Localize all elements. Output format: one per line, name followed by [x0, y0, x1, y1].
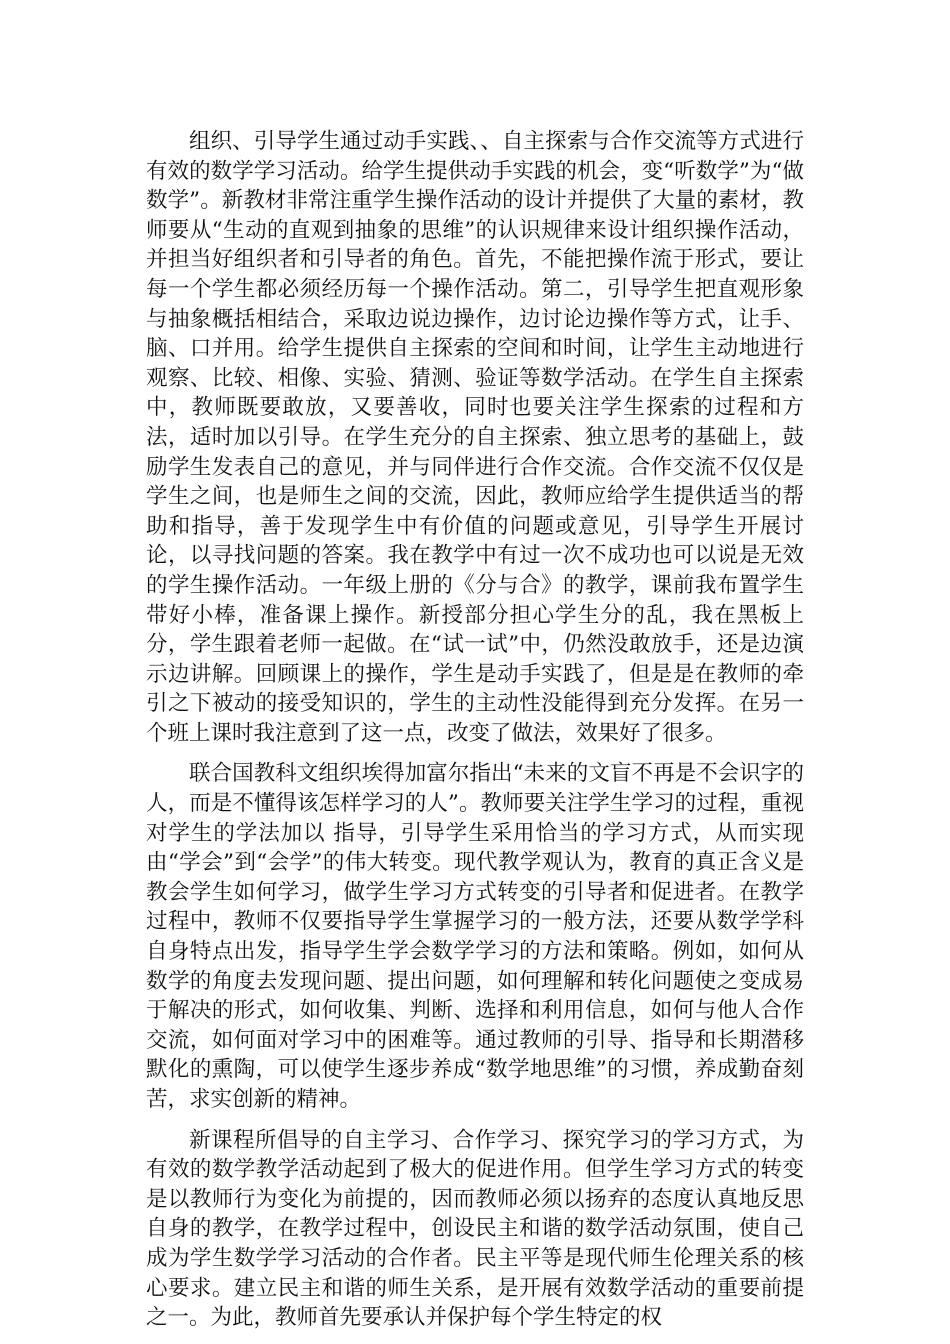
document-body [146, 127, 804, 1333]
paragraph-learning-methods: 联合国教科文组织埃得加富尔指出“未来的文盲不再是不会识字的人，而是不懂得该怎样学习的人”。教师要关注学生学习的过程，重视对学生的学法加以 指导，引导学生采用恰当的学习方式，从而实现由“学会”到“会学”的伟大转变。现代教学观认为，教育的真正含义是教会学生如何学习，做学生学习方式转变的引导者和促进者。在教学过程中，教师不仅要指导学生掌握学习的一般方法，还要从数学学科自身特点出发，指导学生学会数学学习的方法和策略。例如，如何从数学的角度去发现问题、提出问题，如何理解和转化问题使之变成易于解决的形式，如何收集、判断、选择和利用信息，如何与他人合作交流，如何面对学习中的困难等。通过教师的引导、指导和长期潜移默化的熏陶，可以使学生逐步养成“数学地思维”的习惯，养成勤奋刻苦，求实创新的精神。 [146, 761, 804, 1112]
paragraph-learning-style-change: 新课程所倡导的自主学习、合作学习、探究学习的学习方式，为有效的数学教学活动起到了极大的促进作用。但学生学习方式的转变是以教师行为变化为前提的，因而教师必须以扬弃的态度认真地反思自身的教学，在教学过程中，创设民主和谐的数学活动氛围，使自己成为学生数学学习活动的合作者。民主平等是现代师生伦理关系的核心要求。建立民主和谐的师生关系，是开展有效数学活动的重要前提之一。为此，教师首先要承认并保护每个学生特定的权 [146, 1127, 804, 1331]
paragraph-hands-on-practice: 组织、引导学生通过动手实践、、自主探索与合作交流等方式进行有效的数学学习活动。给学生提供动手实践的机会，变“听数学”为“做数学”。新教材非常注重学生操作活动的设计并提供了大量的素材，教师要从“生动的直观到抽象的思维”的认识规律来设计组织操作活动，并担当好组织者和引导者的角色。首先，不能把操作流于形式，要让每一个学生都必须经历每一个操作活动。第二，引导学生把直观形象与抽象概括相结合，采取边说边操作，边讨论边操作等方式，让手、脑、口并用。给学生提供自主探索的空间和时间，让学生主动地进行观察、比较、相像、实验、猜测、验证等数学活动。在学生自主探索中，教师既要敢放，又要善收，同时也要关注学生探索的过程和方法，适时加以引导。在学生充分的自主探索、独立思考的基础上，鼓励学生发表自己的意见，并与同伴进行合作交流。合作交流不仅仅是学生之间，也是师生之间的交流，因此，教师应给学生提供适当的帮助和指导，善于发现学生中有价值的问题或意见，引导学生开展讨论，以寻找问题的答案。我在教学中有过一次不成功也可以说是无效的学生操作活动。一年级上册的《分与合》的教学，课前我布置学生带好小棒，准备课上操作。新授部分担心学生分的乱，我在黑板上分，学生跟着老师一起做。在“试一试”中，仍然没敢放手，还是边演示边讲解。回顾课上的操作，学生是动手实践了，但是是在教师的牵引之下被动的接受知识的，学生的主动性没能得到充分发挥。在另一个班上课时我注意到了这一点，改变了做法，效果好了很多。 [146, 129, 804, 746]
